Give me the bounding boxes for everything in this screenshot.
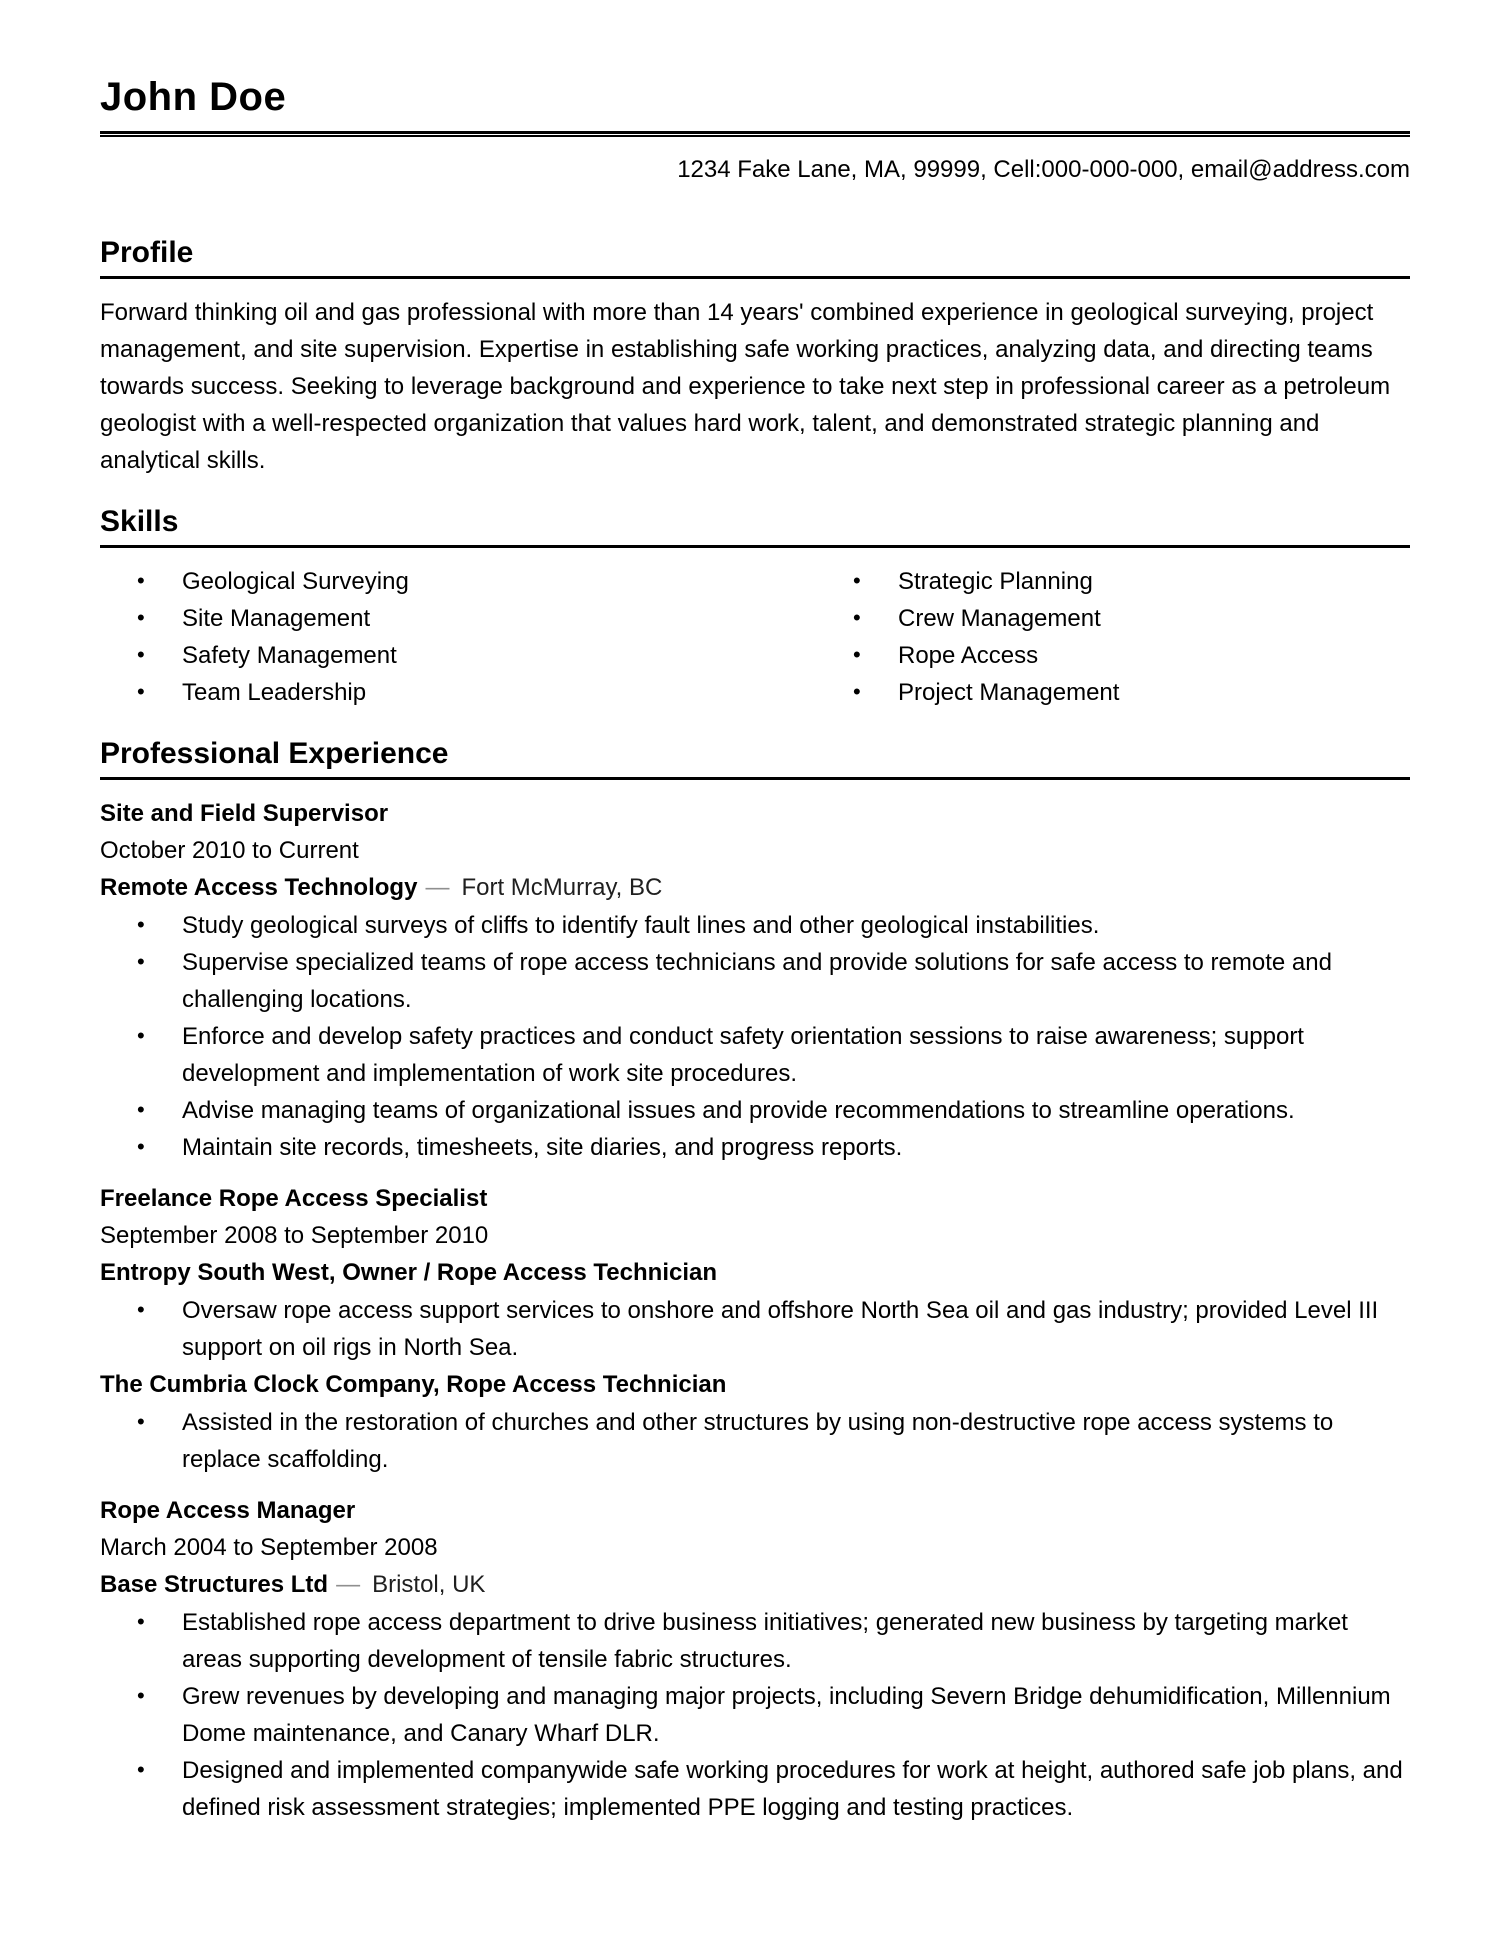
job-dates: September 2008 to September 2010 (100, 1222, 489, 1249)
bullet-item: • Established rope access department to drive business initiatives; generated new business by targeting market areas supporting development of tensile fabric structures. (100, 1604, 1410, 1678)
header-divider (100, 131, 1410, 137)
company-line (100, 1254, 1410, 1291)
job-site-and-field-supervisor (100, 795, 1410, 1166)
job-freelance-rope-access-specialist (100, 1180, 1410, 1478)
contact-info: 1234 Fake Lane, MA, 99999, Cell:000-000-000, email@address.com (677, 156, 1410, 183)
skill-item: • Geological Surveying (100, 563, 816, 600)
skill-item: • Team Leadership (100, 674, 816, 711)
skill-item: • Crew Management (816, 600, 1410, 637)
profile-heading: Profile (100, 236, 1410, 279)
bullet-item: • Oversaw rope access support services to onshore and offshore North Sea oil and gas industry; provided Level III support on oil rigs in North Sea. (100, 1292, 1410, 1366)
skill-item: • Strategic Planning (816, 563, 1410, 600)
skill-item: • Safety Management (100, 637, 816, 674)
job-title: Freelance Rope Access Specialist (100, 1185, 488, 1212)
skills-list-right (816, 563, 1410, 711)
section-experience (100, 737, 1410, 1826)
job-bullet-list (100, 1604, 1410, 1826)
bullet-item: • Advise managing teams of organizational issues and provide recommendations to streamline operations. (100, 1092, 1410, 1129)
job-rope-access-manager (100, 1492, 1410, 1826)
skills-list-left (100, 563, 816, 711)
skill-item: • Rope Access (816, 637, 1410, 674)
experience-heading: Professional Experience (100, 737, 1410, 780)
bullet-item: • Enforce and develop safety practices and conduct safety orientation sessions to raise awareness; support development and implementation of work site procedures. (100, 1018, 1410, 1092)
person-name: John Doe (100, 75, 287, 119)
company-location: Bristol, UK (372, 1571, 486, 1598)
company-location: Fort McMurray, BC (461, 874, 663, 901)
profile-text: Forward thinking oil and gas professional with more than 14 years' combined experience in geological surveying, project management, and site supervision. Expertise in establishing safe working practices, analyzing data, and directing teams towards success. Seeking to leverage background and experience to take next step in professional career as a petroleum geologist with a well-respected organization that values hard work, talent, and demonstrated strategic planning and analytical skills. (100, 299, 1391, 474)
bullet-item: • Grew revenues by developing and managing major projects, including Severn Bridge dehumidification, Millennium Dome maintenance, and Canary Wharf DLR. (100, 1678, 1410, 1752)
company-location-separator: — (425, 874, 450, 901)
section-skills (100, 505, 1410, 711)
bullet-item: • Assisted in the restoration of churches and other structures by using non-destructive rope access systems to replace scaffolding. (100, 1404, 1410, 1478)
bullet-item: • Maintain site records, timesheets, site diaries, and progress reports. (100, 1129, 1410, 1166)
job-title: Site and Field Supervisor (100, 800, 389, 827)
company-line (100, 1566, 1410, 1603)
company-line (100, 1366, 1410, 1403)
company-name: Entropy South West, Owner / Rope Access Technician (100, 1259, 718, 1286)
section-profile (100, 236, 1410, 479)
job-dates: October 2010 to Current (100, 837, 359, 864)
company-name: The Cumbria Clock Company, Rope Access Technician (100, 1371, 727, 1398)
resume-header (100, 75, 1410, 188)
job-bullet-list (100, 1292, 1410, 1366)
skills-columns (100, 563, 1410, 711)
job-bullet-list (100, 1404, 1410, 1478)
bullet-item: • Designed and implemented companywide safe working procedures for work at height, authored safe job plans, and defined risk assessment strategies; implemented PPE logging and testing practices. (100, 1752, 1410, 1826)
company-name: Base Structures Ltd (100, 1571, 329, 1598)
job-bullet-list (100, 907, 1410, 1166)
job-title: Rope Access Manager (100, 1497, 356, 1524)
skill-item: • Site Management (100, 600, 816, 637)
company-name: Remote Access Technology (100, 874, 418, 901)
skills-heading: Skills (100, 505, 1410, 548)
company-location-separator: — (336, 1571, 361, 1598)
bullet-item: • Study geological surveys of cliffs to identify fault lines and other geological instabilities. (100, 907, 1410, 944)
bullet-item: • Supervise specialized teams of rope access technicians and provide solutions for safe access to remote and challenging locations. (100, 944, 1410, 1018)
company-line (100, 869, 1410, 906)
job-dates: March 2004 to September 2008 (100, 1534, 438, 1561)
skill-item: • Project Management (816, 674, 1410, 711)
